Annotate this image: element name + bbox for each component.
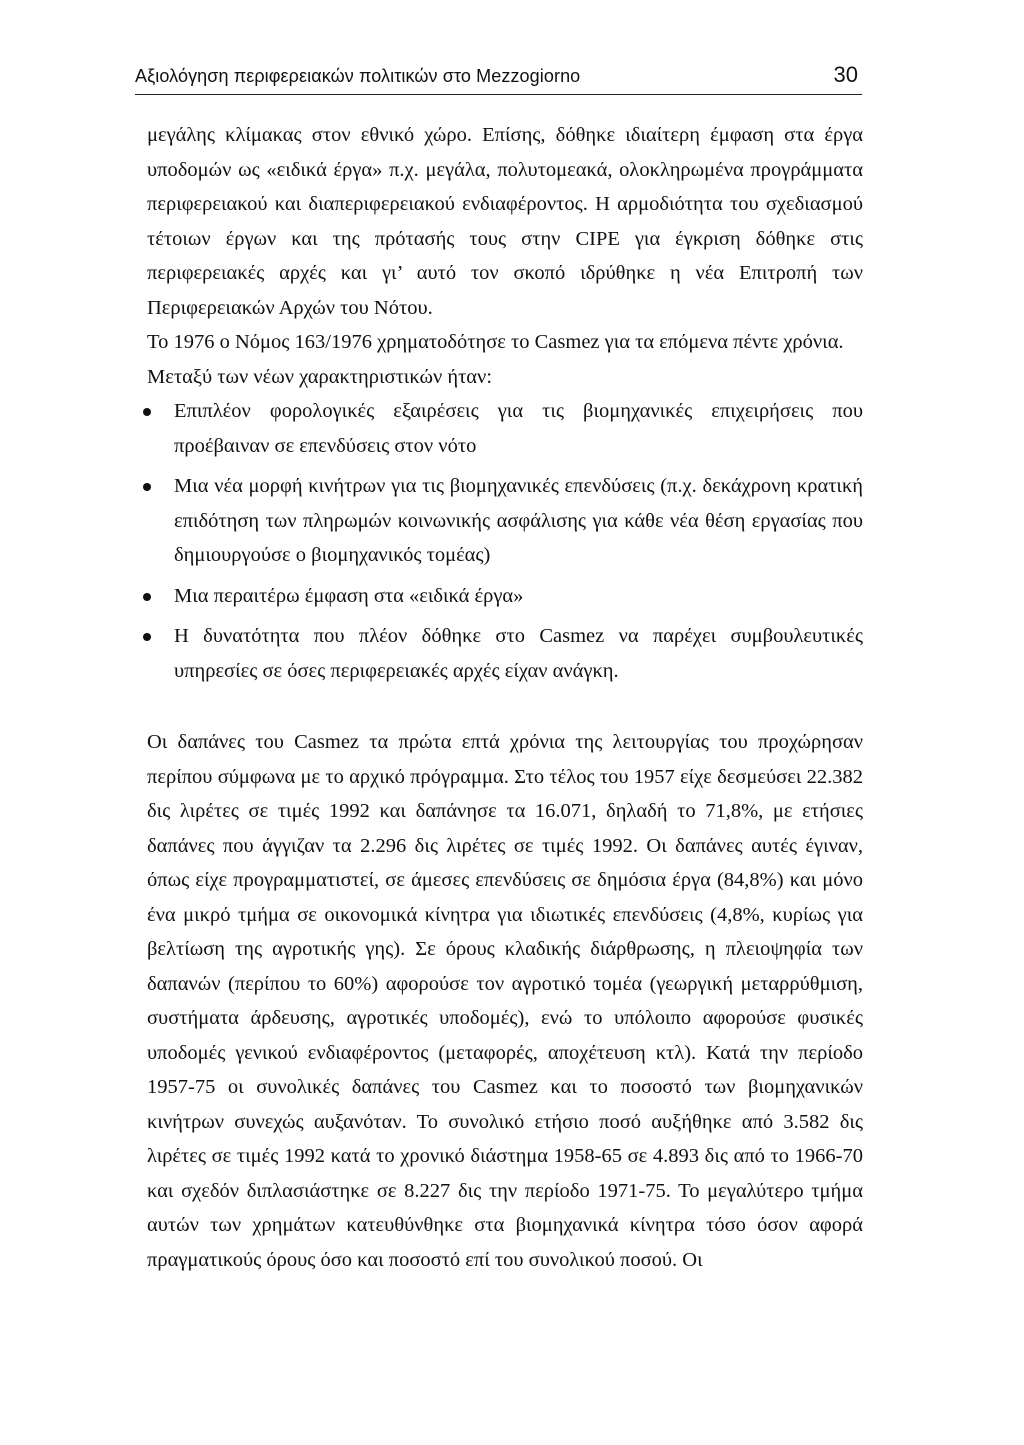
paragraph-law-1976: Το 1976 ο Νόμος 163/1976 χρηματοδότησε το Casmez για τα επόμενα πέντε χρόνια. xyxy=(147,331,844,353)
page-header xyxy=(135,60,862,95)
paragraph-expenditure: Οι δαπάνες του Casmez τα πρώτα επτά χρόνια της λειτουργίας του προχώρησαν περίπου σύμφωνα με το αρχικό πρόγραμμα. Στο τέλος του 1957 είχε δεσμεύσει 22.382 δις λιρέτες σε τιμές 1992 και δαπάνησε τα 16.071, δηλαδή το 71,8%, με ετήσιες δαπάνες που άγγιζαν τα 2.296 δις λιρέτες σε τιμές 1992. Οι δαπάνες αυτές έγιναν, όπως είχε προγραμματιστεί, σε άμεσες επενδύσεις σε δημόσια έργα (84,8%) και μόνο ένα μικρό τμήμα σε οικονομικά κίνητρα για ιδιωτικές επενδύσεις (4,8%, κυρίως για βελτίωση της αγροτικής γης). Σε όρους κλαδικής διάρθρωσης, η πλειοψηφία των δαπανών (περίπου το 60%) αφορούσε τον αγροτικό τομέα (γεωργική μεταρρύθμιση, συστήματα άρδευσης, αγροτικές υποδομές), ενώ το υπόλοιπο αφορούσε φυσικές υποδομές γενικού ενδιαφέροντος (μεταφορές, αποχέτευση κτλ). Κατά την περίοδο 1957-75 οι συνολικές δαπάνες του Casmez και το ποσοστό των βιομηχανικών κινήτρων συνεχώς αυξανόταν. Το συνολικό ετήσιο ποσό αυξήθηκε από 3.582 δις λιρέτες σε τιμές 1992 κατά το χρονικό διάστημα 1958-65 σε 4.893 δις από το 1966-70 και σχεδόν διπλασιάστηκε σε 8.227 δις την περίοδο 1971-75. Το μεγαλύτερο τμήμα αυτών των χρημάτων κατευθύνθηκε στα βιομηχανικά κίνητρα τόσο όσον αφορά πραγματικούς όρους όσο και ποσοστό επί του συνολικού ποσού. Οι xyxy=(147,731,863,1271)
paragraph-intro: μεγάλης κλίμακας στον εθνικό χώρο. Επίσης, δόθηκε ιδιαίτερη έμφαση στα έργα υποδομών ως «ειδικά έργα» π.χ. μεγάλα, πολυτομεακά, ολοκληρωμένα προγράμματα περιφερειακού και διαπεριφερειακού ενδιαφέροντος. Η αρμοδιότητα του σχεδιασμού τέτοιων έργων και της πρότασής τους στην CIPE για έγκριση δόθηκε στις περιφερειακές αρχές και γι’ αυτό τον σκοπό ιδρύθηκε η νέα Επιτροπή των Περιφερειακών Αρχών του Νότου. xyxy=(147,124,863,319)
list-item-text: Μια νέα μορφή κινήτρων για τις βιομηχανικές επενδύσεις (π.χ. δεκάχρονη κρατική επιδότηση των πληρωμών κοινωνικής ασφάλισης για κάθε νέα θέση εργασίας που δημιουργούσε ο βιομηχανικός τομέας) xyxy=(174,475,863,566)
bullet-icon xyxy=(143,408,151,416)
paragraph-features-lead: Μεταξύ των νέων χαρακτηριστικών ήταν: xyxy=(147,365,493,388)
running-title: Αξιολόγηση περιφερειακών πολιτικών στο Mezzogiorno xyxy=(135,66,581,86)
list-item-text: Μια περαιτέρω έμφαση στα «ειδικά έργα» xyxy=(174,584,524,607)
list-item xyxy=(147,619,863,688)
list-item-text: Επιπλέον φορολογικές εξαιρέσεις για τις βιομηχανικές επιχειρήσεις που προέβαιναν σε επενδύσεις στον νότο xyxy=(174,400,863,457)
list-item-text: Η δυνατότητα που πλέον δόθηκε στο Casmez να παρέχει συμβουλευτικές υπηρεσίες σε όσες περιφερειακές αρχές είχαν ανάγκη. xyxy=(174,625,863,682)
list-item xyxy=(147,579,863,614)
page-number: 30 xyxy=(833,62,858,87)
bullet-icon xyxy=(143,633,151,641)
document-body xyxy=(147,118,863,1277)
list-item xyxy=(147,394,863,463)
bullet-icon xyxy=(143,483,151,491)
features-list xyxy=(147,394,863,688)
list-item xyxy=(147,469,863,573)
bullet-icon xyxy=(143,593,151,601)
